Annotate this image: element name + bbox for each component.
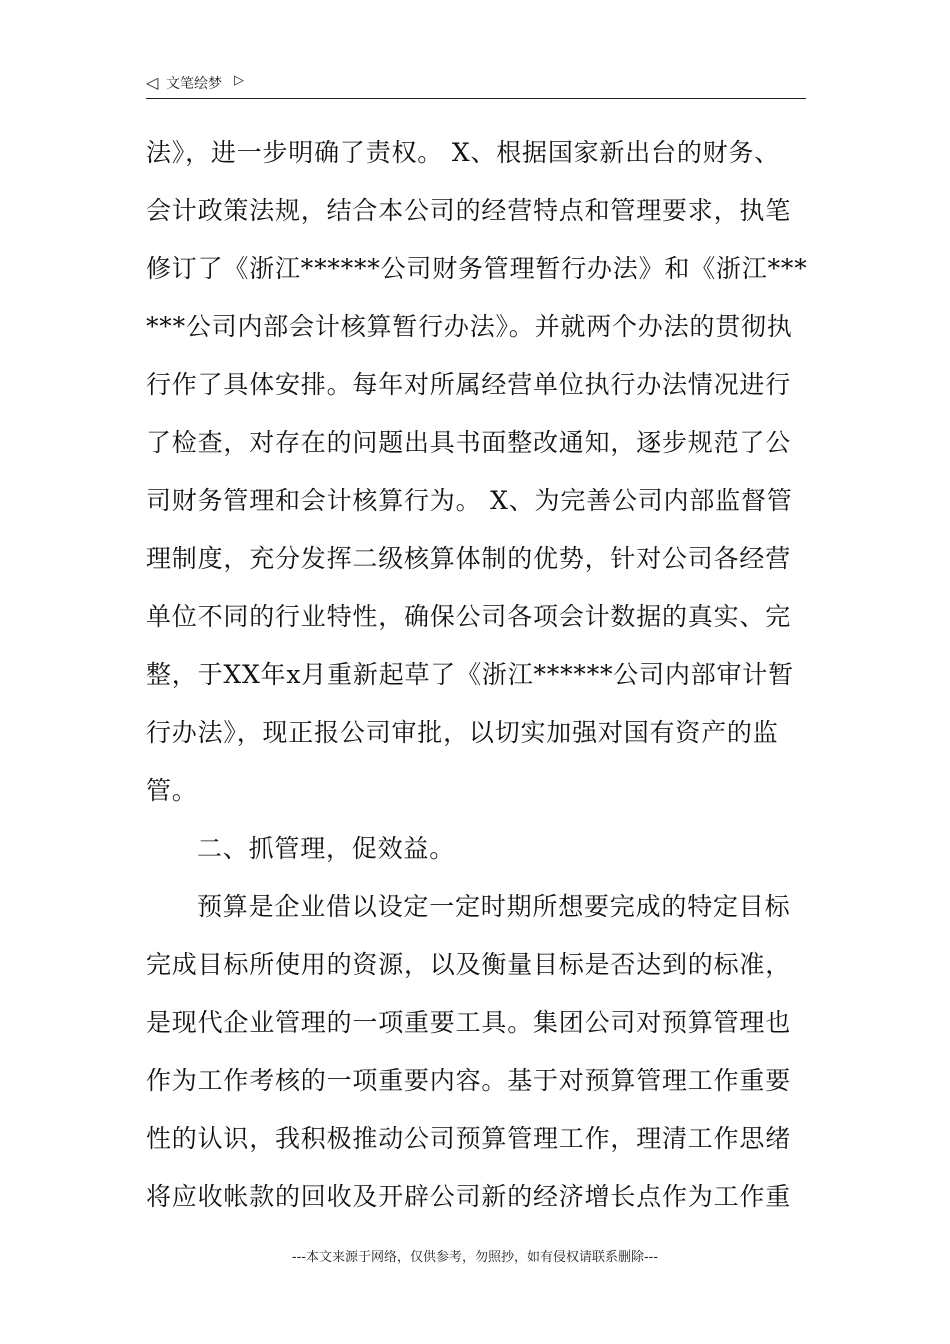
text-line: 是现代企业管理的一项重要工具。集团公司对预算管理也	[146, 1008, 792, 1037]
text-line: 单位不同的行业特性，确保公司各项会计数据的真实、完	[146, 602, 792, 631]
text-line: 行办法》，现正报公司审批，以切实加强对国有资产的监	[146, 718, 779, 747]
document-body	[146, 124, 810, 1226]
text-line: 修订了《浙江******公司财务管理暂行办法》和《浙江***	[146, 254, 808, 283]
section-heading: 二、抓管理，促效益。	[197, 834, 456, 863]
text-line: 预算是企业借以设定一定时期所想要完成的特定目标	[197, 892, 791, 921]
left-triangle-icon: ◁	[146, 73, 159, 92]
text-line: 将应收帐款的回收及开辟公司新的经济增长点作为工作重	[146, 1182, 792, 1211]
page-header	[146, 72, 806, 99]
text-line: 管。	[146, 776, 198, 805]
text-line: 理制度，充分发挥二级核算体制的优势，针对公司各经营	[146, 544, 792, 573]
header-brand: 文笔绘梦	[166, 76, 222, 92]
text-line: 会计政策法规，结合本公司的经营特点和管理要求，执笔	[146, 196, 792, 225]
text-line: 完成目标所使用的资源，以及衡量目标是否达到的标准，	[146, 950, 792, 979]
text-line: ***公司内部会计核算暂行办法》。并就两个办法的贯彻执	[146, 312, 793, 341]
text-line: 作为工作考核的一项重要内容。基于对预算管理工作重要	[146, 1066, 792, 1095]
text-line: 法》，进一步明确了责权。 X、根据国家新出台的财务、	[146, 138, 781, 167]
text-line: 司财务管理和会计核算行为。 X、为完善公司内部监督管	[146, 486, 793, 515]
text-line: 了检查，对存在的问题出具书面整改通知，逐步规范了公	[146, 428, 792, 457]
page-footer: ---本文来源于网络，仅供参考，勿照抄，如有侵权请联系删除---	[291, 1250, 659, 1265]
right-triangle-icon: ▷	[234, 73, 244, 88]
text-line: 性的认识，我积极推动公司预算管理工作，理清工作思绪	[146, 1124, 792, 1153]
text-line: 行作了具体安排。每年对所属经营单位执行办法情况进行	[146, 370, 792, 399]
text-line: 整，于XX年x月重新起草了《浙江******公司内部审计暂	[146, 660, 794, 689]
